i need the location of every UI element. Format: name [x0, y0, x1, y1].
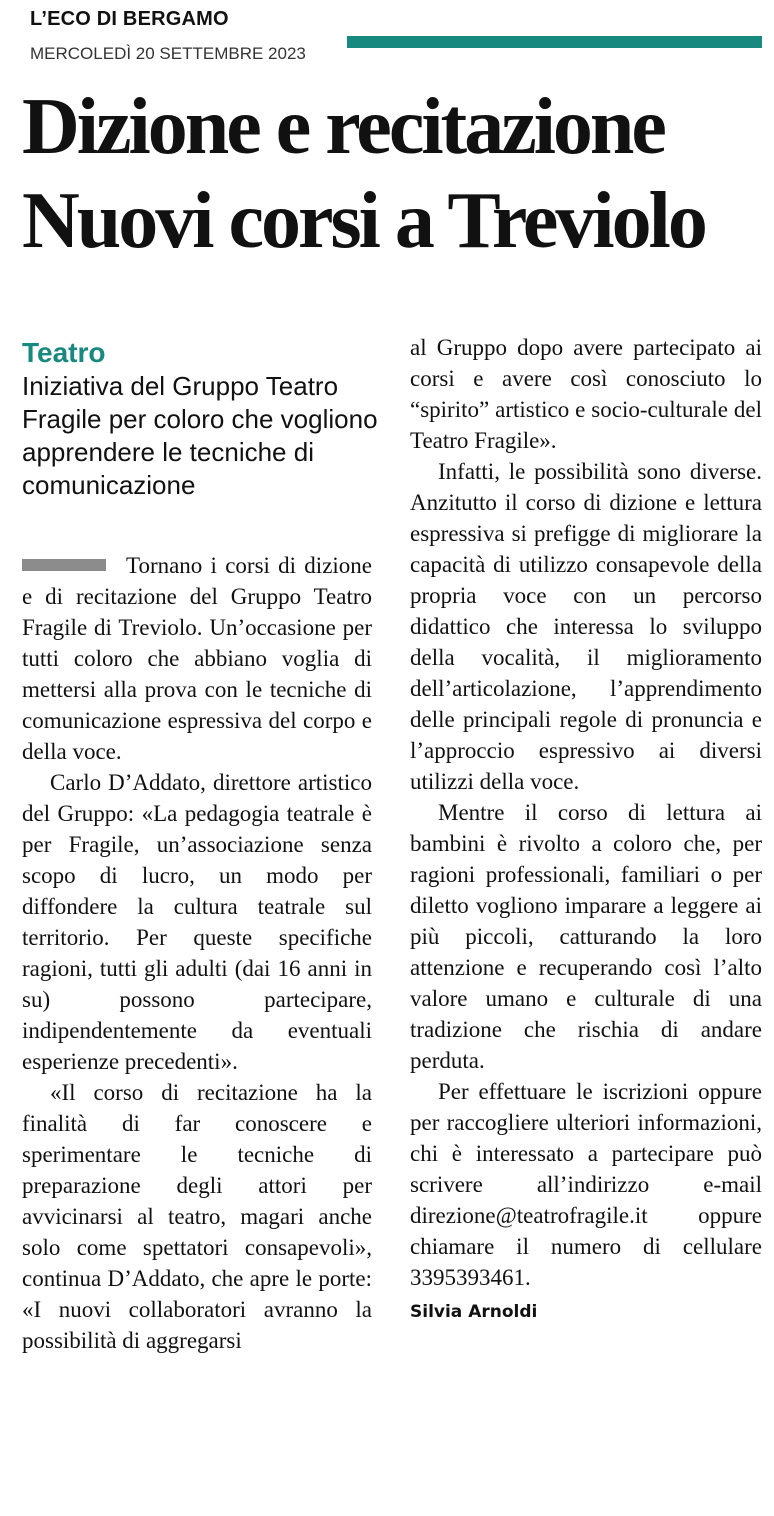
paragraph: Infatti, le possibilità sono diverse. Anzitutto il corso di dizione e lettura espressiva si prefigge di migliorare la capacità di utilizzo consapevole della propria voce con un percorso didattico che interessa lo sviluppo della vocalità, il miglioramento dell’articolazione, l’apprendimento delle principali regole di pronuncia e l’approccio espressivo ai diversi utilizzi della voce. — [410, 459, 762, 794]
headline-line-2: Nuovi corsi a Treviolo — [22, 177, 705, 265]
lead-bar — [22, 559, 106, 571]
headline — [22, 80, 772, 268]
right-column — [410, 332, 762, 1328]
body-left — [22, 550, 372, 1356]
byline: Silvia Arnoldi — [410, 1302, 538, 1322]
deck: Iniziativa del Gruppo Teatro Fragile per coloro che vogliono apprendere le tecniche di comunicazione — [22, 371, 378, 500]
paragraph: al Gruppo dopo avere partecipato ai corsi e avere così conosciuto lo “spirito” artistico e socio-culturale del Teatro Fragile». — [410, 335, 762, 453]
masthead-newspaper-name: L’ECO DI BERGAMO — [30, 8, 229, 30]
paragraph: Mentre il corso di lettura ai bambini è rivolto a coloro che, per ragioni professionali, familiari o per diletto vogliono imparare a leggere ai più piccoli, catturando la loro attenzione e recuperando così l’alto valore umano e culturale di una tradizione che rischia di andare perduta. — [410, 800, 762, 1073]
paragraph: «Il corso di recitazione ha la finalità di far conoscere e sperimentare le tecniche di preparazione degli attori per avvicinarsi al teatro, magari anche solo come spettatori consapevoli», continua D’Addato, che apre le porte: «I nuovi collaboratori avranno la possibilità di aggregarsi — [22, 1080, 372, 1353]
paragraph-text: Tornano i corsi di dizione e di recitazione del Gruppo Teatro Fragile di Treviolo. Un’occasione per tutti coloro che abbiano voglia di mettersi alla prova con le tecniche di comunicazione espressiva del corpo e della voce. — [22, 553, 372, 764]
paragraph: Carlo D’Addato, direttore artistico del Gruppo: «La pedagogia teatrale è per Fragile, un’associazione senza scopo di lucro, un modo per diffondere la cultura teatrale sul territorio. Per queste specifiche ragioni, tutti gli adulti (dai 16 anni in su) possono partecipare, indipendentemente da eventuali esperienze precedenti». — [22, 770, 372, 1074]
masthead-date: MERCOLEDÌ 20 SETTEMBRE 2023 — [30, 44, 306, 63]
paragraph: Per effettuare le iscrizioni oppure per raccogliere ulteriori informazioni, chi è interessato a partecipare può scrivere all’indirizzo e-mail direzione@teatrofragile.it oppure chiamare il numero di cellulare 3395393461. — [410, 1079, 762, 1290]
left-column — [22, 332, 378, 1356]
kicker: Teatro — [22, 337, 106, 368]
paragraph — [22, 550, 372, 767]
masthead-accent-bar — [347, 36, 762, 48]
headline-line-1: Dizione e recitazione — [22, 83, 664, 171]
